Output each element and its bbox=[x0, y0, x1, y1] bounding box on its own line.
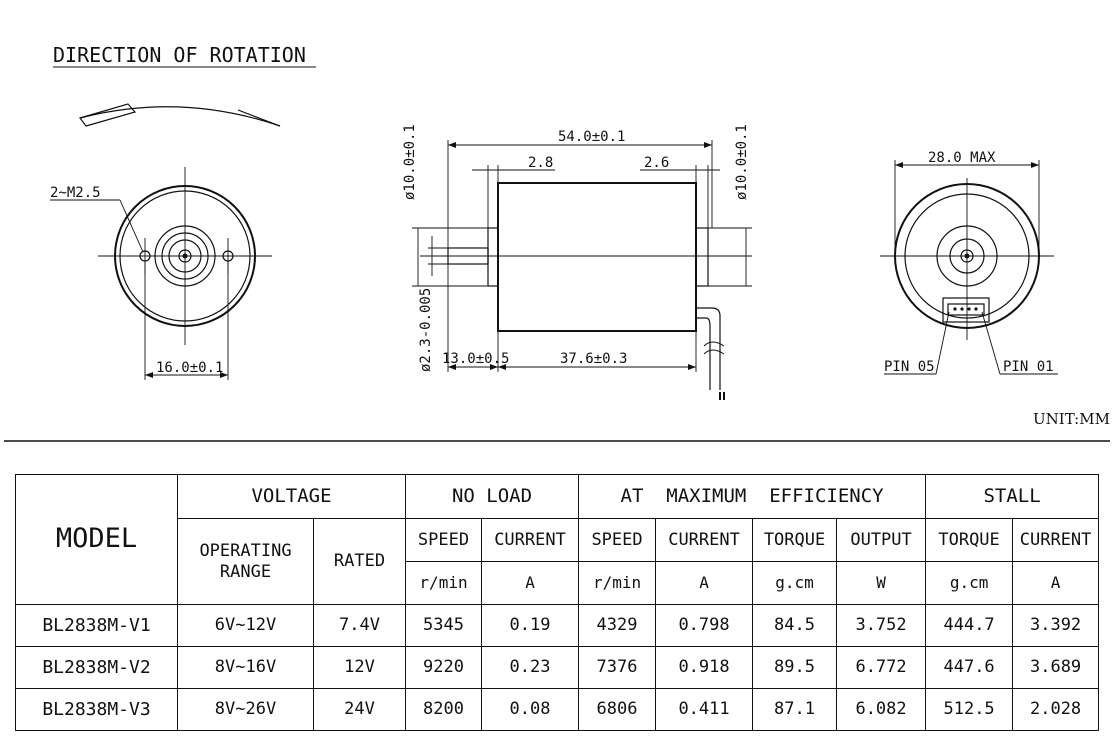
nl-speed-cell: 5345 bbox=[406, 605, 482, 647]
model-cell: BL2838M-V1 bbox=[16, 605, 178, 647]
rear-view bbox=[880, 150, 1058, 375]
side-view bbox=[402, 124, 752, 400]
body-length-dim: 37.6±0.3 bbox=[560, 351, 628, 367]
nl-speed-header: SPEED bbox=[406, 519, 482, 562]
me-current-header: CURRENT bbox=[656, 519, 753, 562]
spec-table bbox=[15, 474, 1099, 731]
me-speed-unit: r/min bbox=[579, 562, 656, 605]
nl-current-header: CURRENT bbox=[482, 519, 579, 562]
st-torque-cell: 447.6 bbox=[926, 647, 1013, 689]
pin-01-label: PIN 01 bbox=[1003, 359, 1054, 375]
shaft-length-dim: 13.0±0.5 bbox=[442, 351, 510, 367]
max-efficiency-header: AT MAXIMUM EFFICIENCY bbox=[579, 475, 926, 519]
range-cell: 8V~16V bbox=[178, 647, 314, 689]
model-cell: BL2838M-V3 bbox=[16, 689, 178, 731]
st-torque-cell: 512.5 bbox=[926, 689, 1013, 731]
operating-range-header: OPERATING RANGE bbox=[178, 519, 314, 605]
st-current-unit: A bbox=[1013, 562, 1099, 605]
right-boss-dim: 2.6 bbox=[644, 155, 670, 171]
st-current-header: CURRENT bbox=[1013, 519, 1099, 562]
no-load-header: NO LOAD bbox=[406, 475, 579, 519]
nl-current-unit: A bbox=[482, 562, 579, 605]
me-output-header: OUTPUT bbox=[837, 519, 926, 562]
front-view bbox=[50, 167, 272, 380]
me-speed-cell: 4329 bbox=[579, 605, 656, 647]
range-cell: 8V~26V bbox=[178, 689, 314, 731]
pin-05-label: PIN 05 bbox=[884, 359, 935, 375]
st-current-cell: 2.028 bbox=[1013, 689, 1099, 731]
me-torque-unit: g.cm bbox=[753, 562, 837, 605]
me-torque-cell: 87.1 bbox=[753, 689, 837, 731]
nl-current-cell: 0.23 bbox=[482, 647, 579, 689]
me-current-unit: A bbox=[656, 562, 753, 605]
table-row bbox=[16, 605, 1099, 647]
unit-label: UNIT:MM bbox=[1033, 410, 1110, 428]
nl-speed-cell: 9220 bbox=[406, 647, 482, 689]
rated-cell: 24V bbox=[314, 689, 406, 731]
me-speed-cell: 7376 bbox=[579, 647, 656, 689]
me-output-cell: 3.752 bbox=[837, 605, 926, 647]
me-torque-cell: 89.5 bbox=[753, 647, 837, 689]
me-current-cell: 0.411 bbox=[656, 689, 753, 731]
rated-cell: 7.4V bbox=[314, 605, 406, 647]
st-torque-cell: 444.7 bbox=[926, 605, 1013, 647]
rated-header: RATED bbox=[314, 519, 406, 605]
hole-spacing-dim: 16.0±0.1 bbox=[156, 360, 224, 376]
me-speed-cell: 6806 bbox=[579, 689, 656, 731]
nl-current-cell: 0.08 bbox=[482, 689, 579, 731]
body-dia-right-dim: ø10.0±0.1 bbox=[734, 124, 750, 200]
me-current-cell: 0.918 bbox=[656, 647, 753, 689]
overall-length-dim: 54.0±0.1 bbox=[558, 129, 626, 145]
st-current-cell: 3.392 bbox=[1013, 605, 1099, 647]
nl-speed-unit: r/min bbox=[406, 562, 482, 605]
rated-cell: 12V bbox=[314, 647, 406, 689]
nl-current-cell: 0.19 bbox=[482, 605, 579, 647]
max-dia-dim: 28.0 MAX bbox=[928, 150, 996, 166]
nl-speed-cell: 8200 bbox=[406, 689, 482, 731]
shaft-dia-dim: ø2.3-0.005 bbox=[418, 287, 434, 372]
me-output-cell: 6.082 bbox=[837, 689, 926, 731]
me-torque-header: TORQUE bbox=[753, 519, 837, 562]
body-dia-left-dim: ø10.0±0.1 bbox=[402, 124, 418, 200]
model-header: MODEL bbox=[16, 475, 178, 605]
st-torque-unit: g.cm bbox=[926, 562, 1013, 605]
rotation-arrow-icon bbox=[80, 104, 280, 126]
range-cell: 6V~12V bbox=[178, 605, 314, 647]
st-torque-header: TORQUE bbox=[926, 519, 1013, 562]
model-cell: BL2838M-V2 bbox=[16, 647, 178, 689]
hole-callout: 2~M2.5 bbox=[50, 185, 101, 201]
table-row bbox=[16, 689, 1099, 731]
drawing-title: DIRECTION OF ROTATION bbox=[53, 43, 306, 67]
table-row bbox=[16, 647, 1099, 689]
st-current-cell: 3.689 bbox=[1013, 647, 1099, 689]
me-torque-cell: 84.5 bbox=[753, 605, 837, 647]
me-current-cell: 0.798 bbox=[656, 605, 753, 647]
me-output-unit: W bbox=[837, 562, 926, 605]
me-speed-header: SPEED bbox=[579, 519, 656, 562]
stall-header: STALL bbox=[926, 475, 1099, 519]
me-output-cell: 6.772 bbox=[837, 647, 926, 689]
voltage-header: VOLTAGE bbox=[178, 475, 406, 519]
left-boss-dim: 2.8 bbox=[528, 155, 554, 171]
